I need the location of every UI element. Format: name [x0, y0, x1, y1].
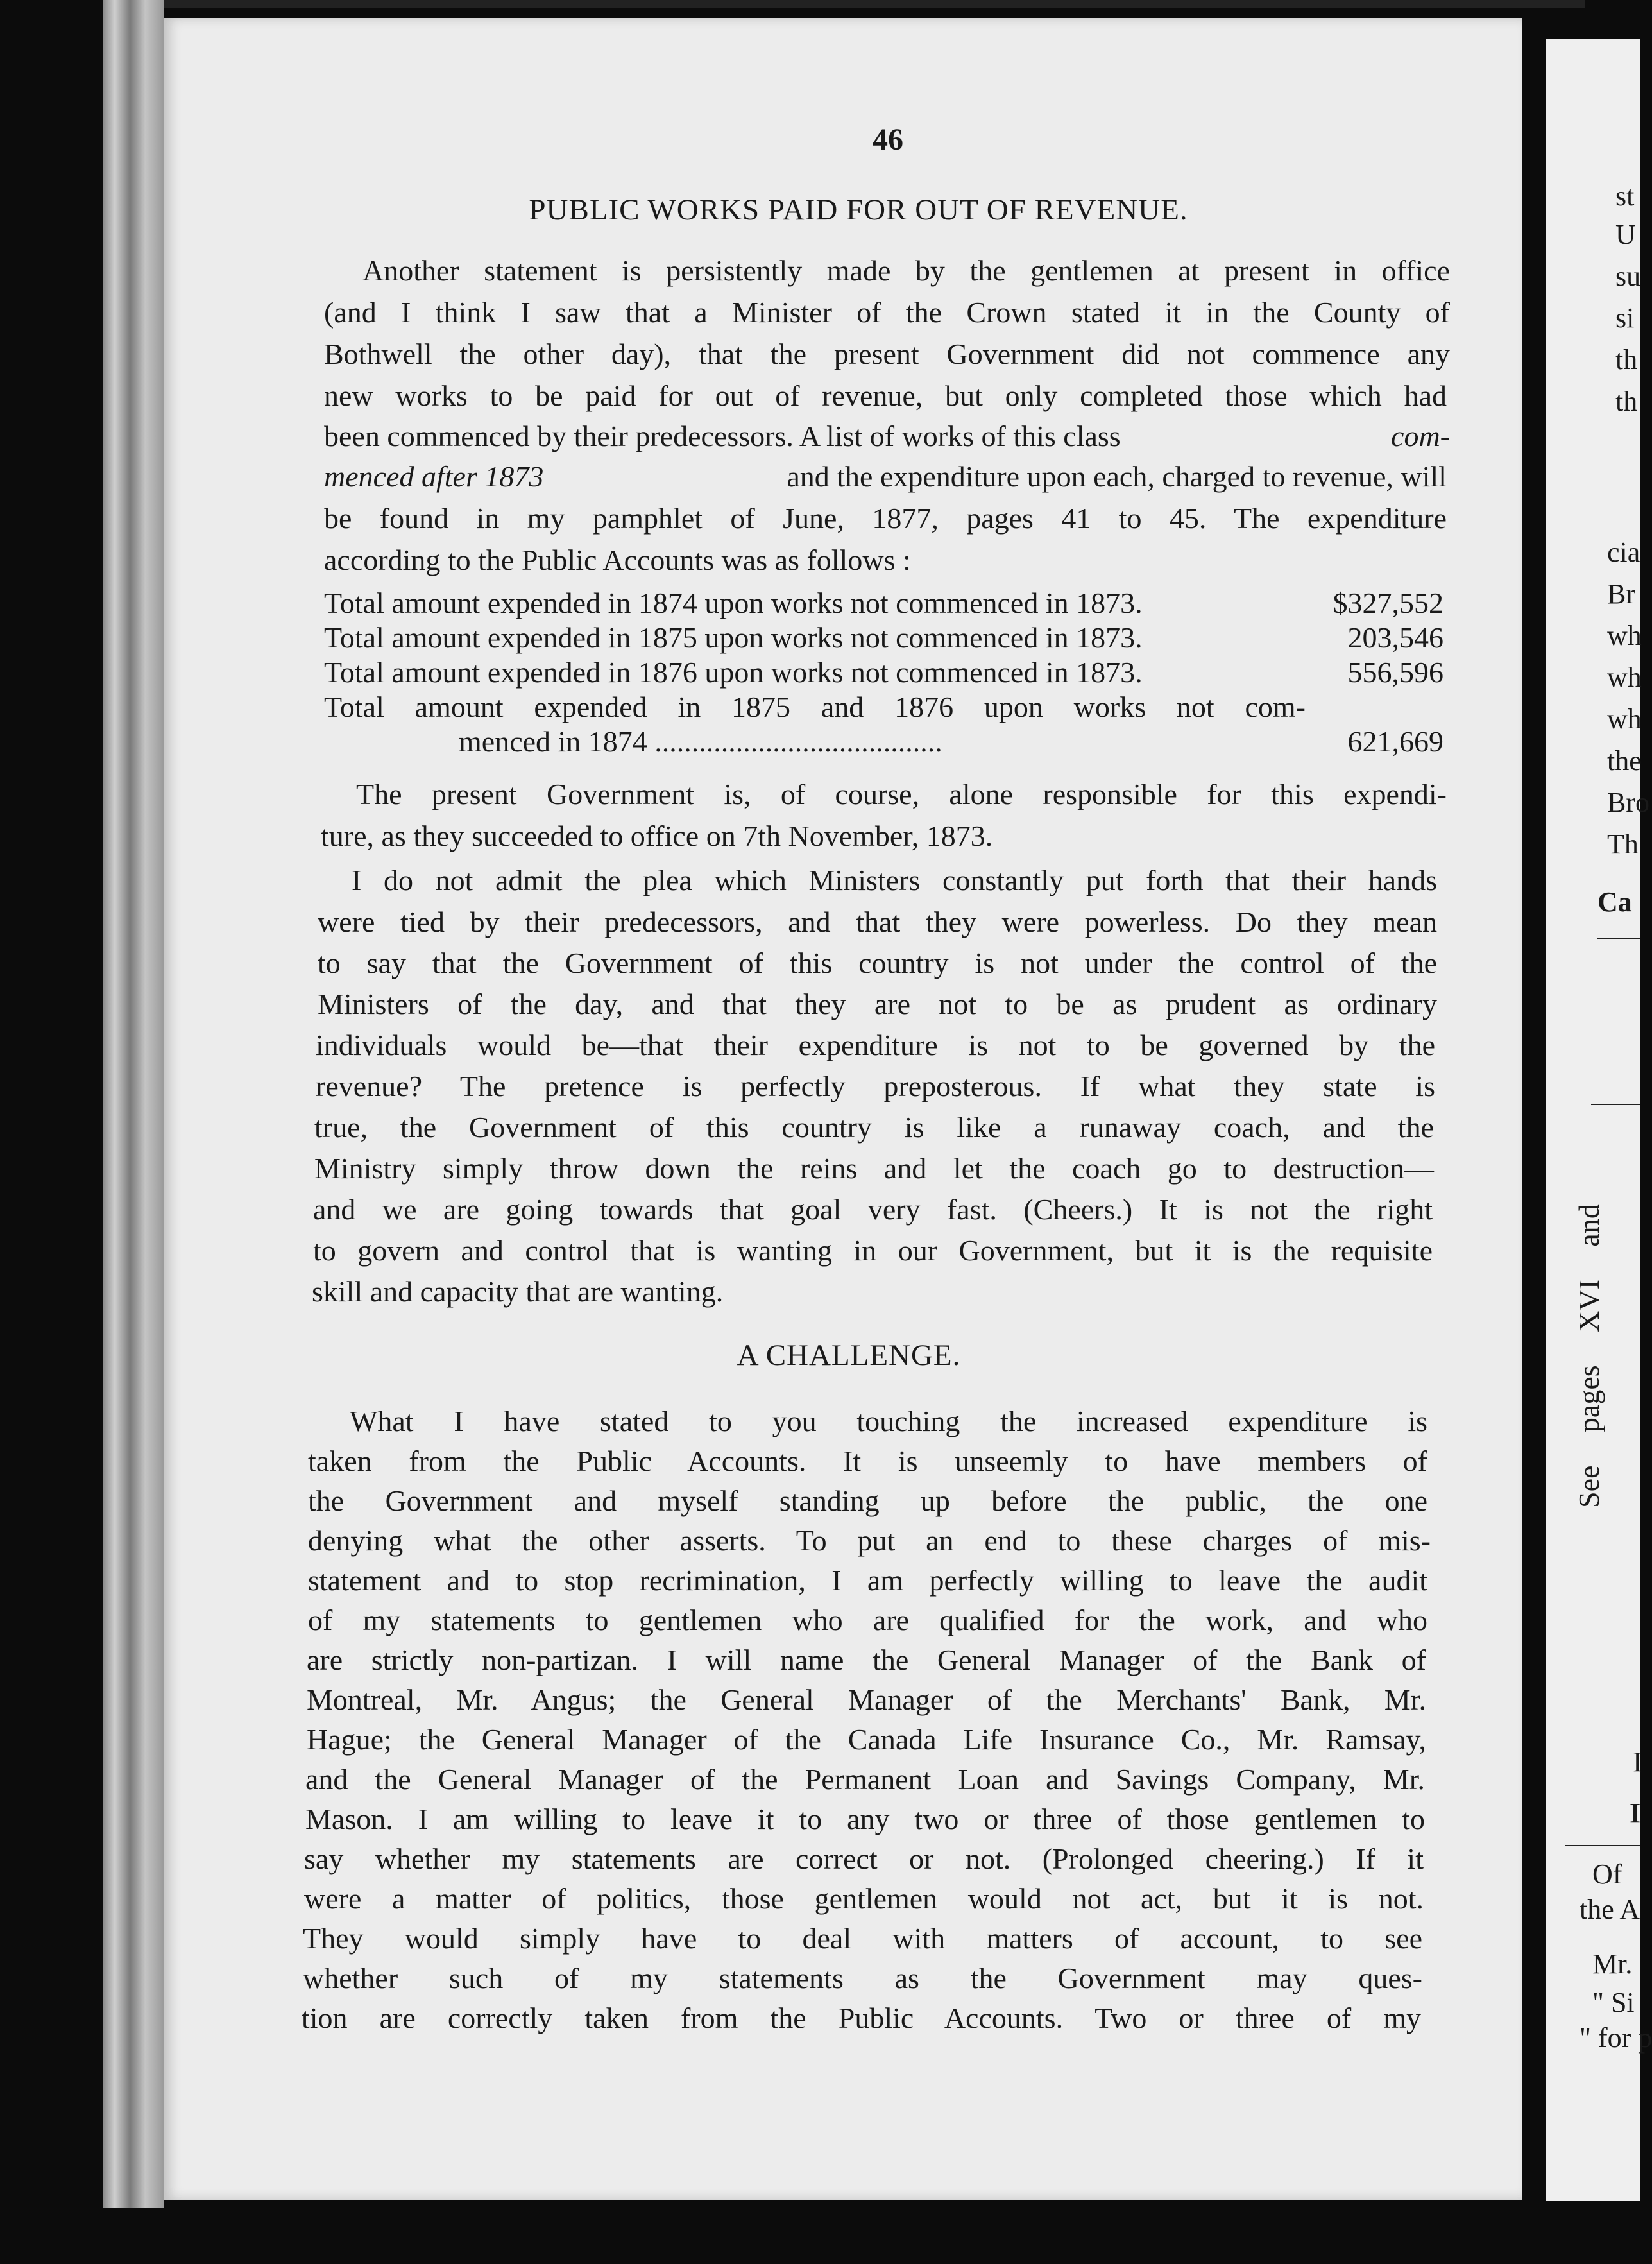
section-heading: PUBLIC WORKS PAID FOR OUT OF REVENUE.: [529, 193, 1188, 227]
text-line: Ministry simply throw down the reins and let the coach go to destruction—: [314, 1152, 1434, 1185]
adjacent-fragment: si: [1615, 302, 1635, 334]
expenditure-amount: 621,669: [1347, 725, 1443, 758]
text-line: taken from the Public Accounts. It is unseemly to have members of: [308, 1445, 1427, 1477]
text-line: of my statements to gentlemen who are qualified for the work, and who: [308, 1604, 1427, 1636]
adjacent-fragment: su: [1615, 261, 1641, 292]
expenditure-amount: 556,596: [1347, 656, 1443, 689]
text-line: statement and to stop recrimination, I am perfectly willing to leave the audit: [308, 1564, 1427, 1597]
text-line: Ministers of the day, and that they are not to be as prudent as ordinary: [318, 988, 1437, 1020]
text-line: What I have stated to you touching the increased expenditure is: [350, 1405, 1427, 1437]
text-line: [324, 458, 1447, 496]
adjacent-fragment: the A: [1580, 1894, 1640, 1925]
adjacent-fragment: Th: [1607, 828, 1639, 860]
text-line: They would simply have to deal with matters of account, to see: [303, 1922, 1422, 1955]
adjacent-rule: [1597, 938, 1640, 939]
italic-segment: com-: [1391, 420, 1450, 452]
expenditure-desc: menced in 1874 .......................................: [459, 725, 942, 758]
text-line: individuals would be—that their expenditure is not to be governed by the: [316, 1029, 1435, 1061]
expenditure-desc: Total amount expended in 1874 upon works not commenced in 1873.: [324, 587, 1143, 619]
text-line: (and I think I saw that a Minister of the Crown stated it in the County of: [324, 296, 1450, 329]
expenditure-row: [324, 689, 1306, 725]
text-line: to say that the Government of this country is not under the control of the: [318, 947, 1437, 979]
adjacent-fragment: Of: [1592, 1858, 1622, 1890]
adjacent-rule: [1565, 1845, 1640, 1846]
text-line: are strictly non-partizan. I will name the General Manager of the Bank of: [307, 1643, 1426, 1676]
text-line: revenue? The pretence is perfectly preposterous. If what they state is: [316, 1070, 1435, 1102]
text-line: denying what the other asserts. To put an end to these charges of mis-: [308, 1524, 1431, 1557]
adjacent-fragment: I: [1633, 1746, 1642, 1778]
adjacent-fragment: Br: [1607, 578, 1635, 610]
text-line: were tied by their predecessors, and that they were powerless. Do they mean: [318, 905, 1437, 938]
adjacent-fragment: I: [1630, 1797, 1641, 1829]
adjacent-fragment: Bro: [1607, 787, 1649, 818]
text-line: I do not admit the plea which Ministers constantly put forth that their hands: [352, 864, 1437, 896]
text-line: Hague; the General Manager of the Canada Life Insurance Co., Mr. Ramsay,: [307, 1723, 1426, 1756]
adjacent-fragment: th: [1615, 344, 1638, 375]
expenditure-desc: Total amount expended in 1875 and 1876 upon works not com-: [324, 690, 1306, 723]
text-line: whether such of my statements as the Government may ques-: [303, 1962, 1422, 1994]
adjacent-fragment: " for p: [1580, 2022, 1652, 2054]
adjacent-fragment: cia: [1607, 536, 1640, 568]
adjacent-fragment: Mr.: [1592, 1948, 1633, 1980]
text-line: [324, 417, 1450, 456]
text-line: and the General Manager of the Permanent Loan and Savings Company, Mr.: [305, 1763, 1425, 1796]
text-line: to govern and control that is wanting in our Government, but it is the requisite: [313, 1234, 1433, 1267]
text-line: according to the Public Accounts was as follows :: [324, 544, 911, 576]
expenditure-amount: 203,546: [1347, 621, 1443, 654]
adjacent-fragment: th: [1615, 386, 1638, 417]
adjacent-rotated-note: See pages XVI and: [1572, 1204, 1605, 1508]
adjacent-fragment: wh: [1607, 703, 1642, 735]
expenditure-row: [459, 724, 1443, 760]
text-line: say whether my statements are correct or not. (Prolonged cheering.) If it: [304, 1842, 1424, 1875]
book-gutter: [103, 0, 164, 2208]
adjacent-fragment: st: [1615, 180, 1635, 212]
adjacent-fragment: wh: [1607, 662, 1642, 693]
text-line: Another statement is persistently made by the gentlemen at present in office: [362, 254, 1450, 287]
top-border: [109, 0, 1585, 8]
page-number: 46: [873, 123, 903, 157]
adjacent-rule: [1591, 1104, 1640, 1105]
text-line: tion are correctly taken from the Public Accounts. Two or three of my: [302, 2002, 1421, 2034]
text-line: and we are going towards that goal very fast. (Cheers.) It is not the right: [313, 1193, 1433, 1226]
adjacent-fragment: wh: [1607, 620, 1642, 651]
text-line: Mason. I am willing to leave it to any two or three of those gentlemen to: [305, 1803, 1425, 1835]
text-line: skill and capacity that are wanting.: [312, 1275, 724, 1308]
text-line: be found in my pamphlet of June, 1877, pages 41 to 45. The expenditure: [324, 502, 1447, 535]
expenditure-desc: Total amount expended in 1875 upon works not commenced in 1873.: [324, 621, 1143, 654]
text-line: ture, as they succeeded to office on 7th November, 1873.: [321, 819, 993, 852]
text-line: Montreal, Mr. Angus; the General Manager of the Merchants' Bank, Mr.: [307, 1683, 1426, 1716]
adjacent-fragment: Ca: [1597, 886, 1632, 918]
text-line: Bothwell the other day), that the present Government did not commence any: [324, 338, 1450, 370]
text-line: The present Government is, of course, alone responsible for this expendi-: [356, 778, 1447, 810]
text-line: new works to be paid for out of revenue, but only completed those which had: [324, 379, 1447, 412]
adjacent-fragment: the: [1607, 745, 1642, 776]
section-heading: A CHALLENGE.: [737, 1339, 961, 1372]
expenditure-row: [324, 585, 1443, 621]
text-line: the Government and myself standing up before the public, the one: [308, 1484, 1427, 1517]
adjacent-fragment: U: [1615, 219, 1636, 250]
text-line: were a matter of politics, those gentlemen would not act, but it is not.: [304, 1882, 1424, 1915]
italic-segment: menced after 1873: [324, 460, 544, 493]
text-line: true, the Government of this country is like a runaway coach, and the: [314, 1111, 1434, 1144]
expenditure-amount: $327,552: [1333, 587, 1443, 619]
expenditure-row: [324, 620, 1443, 656]
adjacent-fragment: " Si: [1592, 1987, 1635, 2018]
text-segment: been commenced by their predecessors. A list of works of this class: [324, 420, 1121, 452]
expenditure-desc: Total amount expended in 1876 upon works not commenced in 1873.: [324, 656, 1143, 689]
text-segment: and the expenditure upon each, charged to revenue, will: [787, 460, 1447, 493]
expenditure-row: [324, 655, 1443, 690]
